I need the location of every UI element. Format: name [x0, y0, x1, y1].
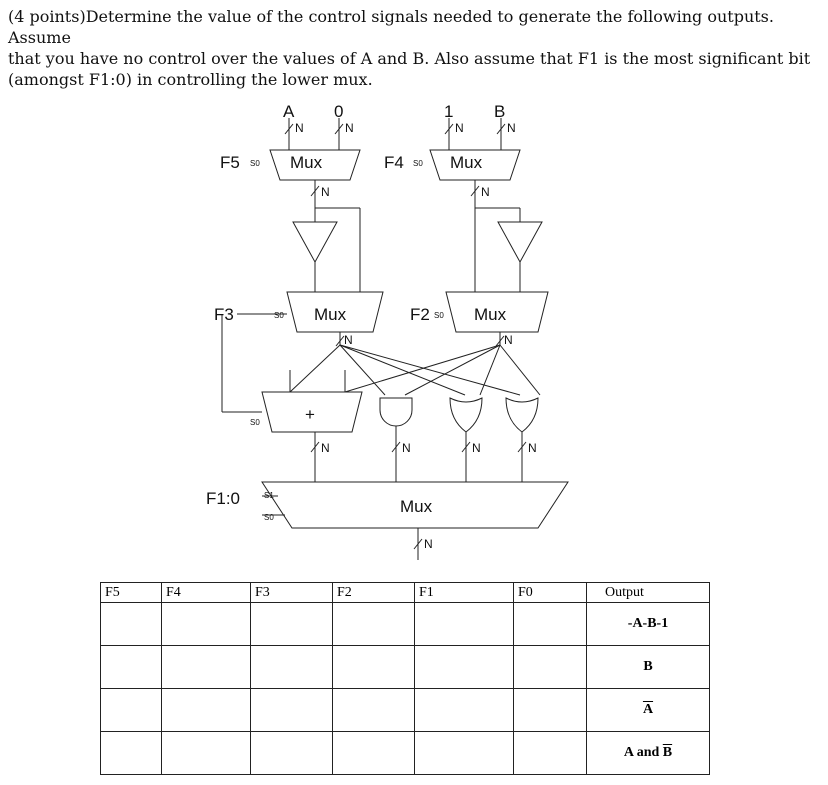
width-mid-right-out: N: [504, 333, 513, 347]
output-cell: [587, 732, 710, 775]
f4-label: F4: [384, 153, 404, 172]
cell-f0[interactable]: [514, 689, 587, 732]
mux-top-left-label: Mux: [290, 153, 323, 172]
width-and-out: N: [402, 441, 411, 455]
cell-f0[interactable]: [514, 646, 587, 689]
inverter-right: [498, 222, 542, 262]
cell-f3[interactable]: [251, 646, 333, 689]
table-row: [101, 646, 710, 689]
question-line-2: that you have no control over the values of A and B. Also assume that F1 is the most significant bit: [8, 49, 811, 68]
input-one-label: 1: [444, 102, 454, 121]
cell-f3[interactable]: [251, 603, 333, 646]
input-a-label: A: [283, 102, 295, 121]
output-cell: [587, 603, 710, 646]
table-row: [101, 732, 710, 775]
cell-f2[interactable]: [333, 646, 415, 689]
select-adder: S0: [250, 418, 260, 427]
width-or1-out: N: [472, 441, 481, 455]
output-text: A and: [623, 745, 663, 760]
question-line-3: (amongst F1:0) in controlling the lower mux.: [8, 70, 373, 89]
header-f3: F3: [251, 583, 333, 603]
select-s1: S1: [264, 491, 274, 500]
cell-f1[interactable]: [415, 732, 514, 775]
f10-label: F1:0: [206, 489, 241, 508]
header-f0: F0: [514, 583, 587, 603]
select-f2: S0: [434, 311, 444, 320]
cell-f3[interactable]: [251, 732, 333, 775]
cell-f2[interactable]: [333, 689, 415, 732]
f5-label: F5: [220, 153, 240, 172]
output-text: -A-B-1: [627, 616, 669, 631]
mux-middle-left-label: Mux: [314, 305, 347, 324]
output-cell: [587, 689, 710, 732]
cell-f5[interactable]: [101, 646, 162, 689]
table-row: [101, 603, 710, 646]
cell-f3[interactable]: [251, 689, 333, 732]
control-signal-table: [100, 582, 710, 775]
f3-label: F3: [214, 305, 234, 324]
width-top-left-out: N: [321, 185, 330, 199]
or-gate-2: [506, 398, 538, 432]
width-top-right-out: N: [481, 185, 490, 199]
header-f2: F2: [333, 583, 415, 603]
cell-f4[interactable]: [162, 689, 251, 732]
header-f4: F4: [162, 583, 251, 603]
cell-f0[interactable]: [514, 603, 587, 646]
width-b: N: [507, 121, 516, 135]
cell-f4[interactable]: [162, 732, 251, 775]
width-mid-left-out: N: [344, 333, 353, 347]
output-text: B: [643, 659, 653, 674]
width-a: N: [295, 121, 304, 135]
mux-top-right-label: Mux: [450, 153, 483, 172]
input-zero-label: 0: [334, 102, 344, 121]
select-f4: S0: [413, 159, 423, 168]
header-output: Output: [587, 583, 710, 603]
cell-f5[interactable]: [101, 689, 162, 732]
output-overline-text: $\overline{A}$: [642, 702, 654, 717]
width-one: N: [455, 121, 464, 135]
cell-f5[interactable]: [101, 603, 162, 646]
width-zero: N: [345, 121, 354, 135]
width-adder-out: N: [321, 441, 330, 455]
select-f3: S0: [274, 311, 284, 320]
cell-f1[interactable]: [415, 646, 514, 689]
cell-f1[interactable]: [415, 689, 514, 732]
or-gate-1: [450, 398, 482, 432]
final-output-width: N: [424, 537, 433, 551]
output-cell: [587, 646, 710, 689]
width-or2-out: N: [528, 441, 537, 455]
select-f5: S0: [250, 159, 260, 168]
cell-f2[interactable]: [333, 732, 415, 775]
cell-f0[interactable]: [514, 732, 587, 775]
adder-symbol: +: [305, 405, 315, 424]
cell-f2[interactable]: [333, 603, 415, 646]
header-f1: F1: [415, 583, 514, 603]
select-s0: S0: [264, 513, 274, 522]
cell-f5[interactable]: [101, 732, 162, 775]
mux-bottom-label: Mux: [400, 497, 433, 516]
header-f5: F5: [101, 583, 162, 603]
cell-f4[interactable]: [162, 646, 251, 689]
table-header-row: [101, 583, 710, 603]
and-gate: [380, 398, 412, 426]
table-row: [101, 689, 710, 732]
input-b-label: B: [494, 102, 506, 121]
inverter-left: [293, 222, 337, 262]
f2-label: F2: [410, 305, 430, 324]
cell-f4[interactable]: [162, 603, 251, 646]
output-overline-text: $\overline{B}$: [662, 745, 673, 760]
cell-f1[interactable]: [415, 603, 514, 646]
mux-middle-right-label: Mux: [474, 305, 507, 324]
question-line-1: (4 points)Determine the value of the control signals needed to generate the following outputs. Assume: [8, 7, 774, 47]
